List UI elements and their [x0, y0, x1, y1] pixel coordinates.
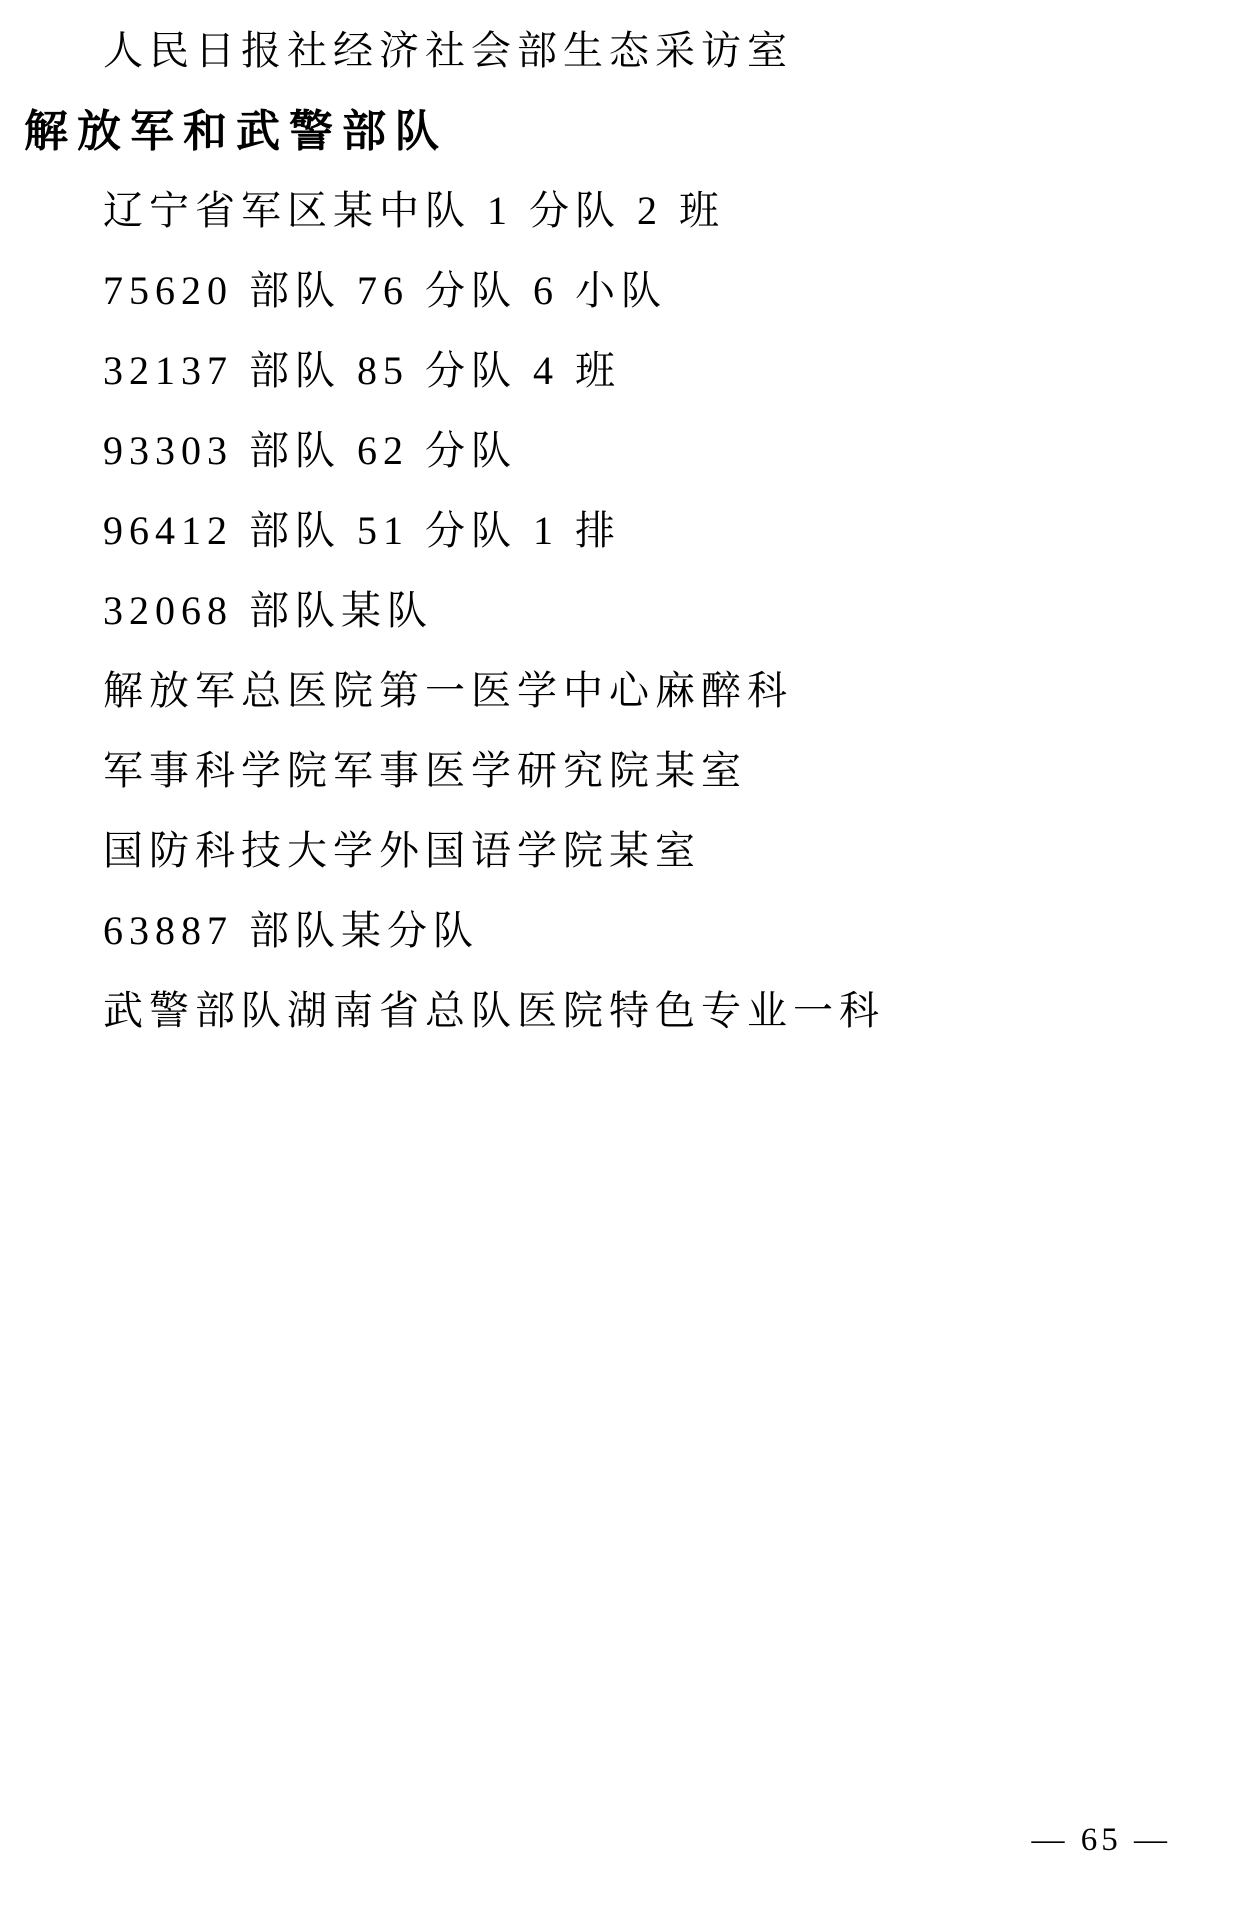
page-number: — 65 —: [1031, 1822, 1171, 1858]
entry-line: 武警部队湖南省总队医院特色专业一科: [103, 987, 885, 1033]
entry-line: 32137 部队 85 分队 4 班: [103, 347, 621, 393]
entry-line: 军事科学院军事医学研究院某室: [103, 747, 747, 793]
entry-line: 解放军总医院第一医学中心麻醉科: [103, 667, 793, 713]
entry-line: 辽宁省军区某中队 1 分队 2 班: [103, 187, 725, 233]
section-heading: 解放军和武警部队: [24, 107, 448, 156]
entry-line: 93303 部队 62 分队: [103, 427, 517, 473]
intro-line: 人民日报社经济社会部生态采访室: [103, 27, 793, 73]
entry-line: 国防科技大学外国语学院某室: [103, 827, 701, 873]
document-content: [0, 7, 1242, 1047]
entry-line: 96412 部队 51 分队 1 排: [103, 507, 621, 553]
entry-line: 32068 部队某队: [103, 587, 433, 633]
entry-line: 63887 部队某分队: [103, 907, 479, 953]
entry-line: 75620 部队 76 分队 6 小队: [103, 267, 667, 313]
